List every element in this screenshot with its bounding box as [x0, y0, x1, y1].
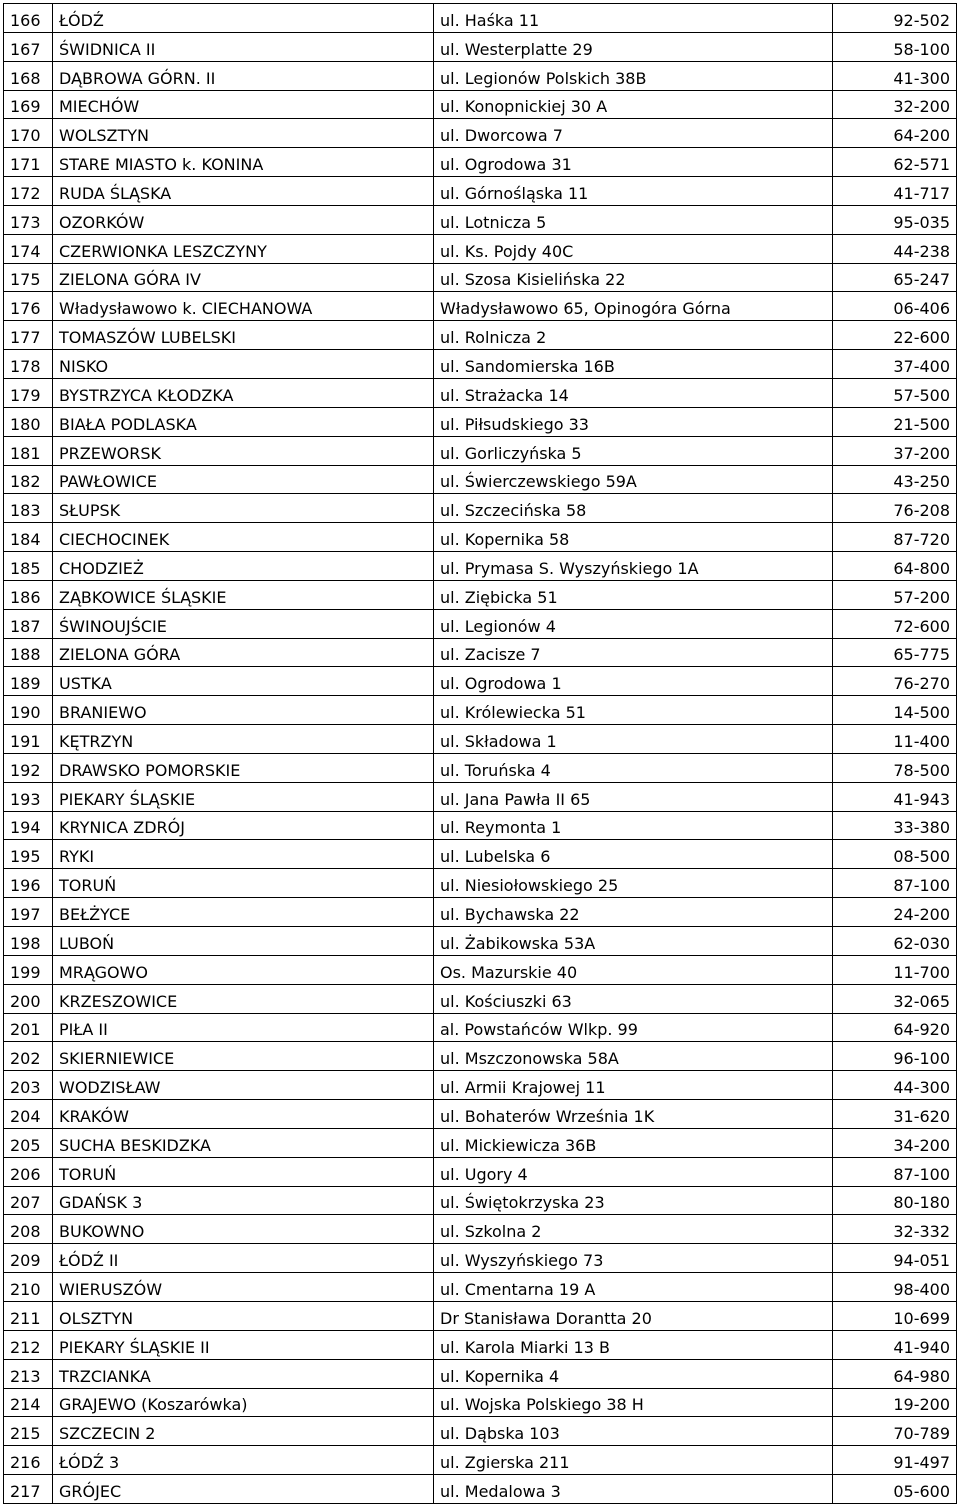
city-cell: CIECHOCINEK [53, 523, 434, 552]
row-number: 197 [4, 898, 53, 927]
city-cell: PAWŁOWICE [53, 465, 434, 494]
postal-code-cell: 72-600 [833, 609, 957, 638]
table-row [4, 753, 957, 782]
row-number: 208 [4, 1215, 53, 1244]
address-cell: ul. Toruńska 4 [434, 753, 833, 782]
table-row [4, 840, 957, 869]
address-cell: ul. Medalowa 3 [434, 1475, 833, 1504]
table-row [4, 494, 957, 523]
row-number: 172 [4, 177, 53, 206]
address-cell: ul. Bychawska 22 [434, 898, 833, 927]
table-row [4, 580, 957, 609]
city-cell: PIEKARY ŚLĄSKIE II [53, 1330, 434, 1359]
address-cell: ul. Konopnickiej 30 A [434, 90, 833, 119]
table-row [4, 119, 957, 148]
city-cell: ŁÓDŹ [53, 4, 434, 33]
address-cell: Dr Stanisława Dorantta 20 [434, 1301, 833, 1330]
city-cell: GDAŃSK 3 [53, 1186, 434, 1215]
row-number: 188 [4, 638, 53, 667]
postal-code-cell: 22-600 [833, 321, 957, 350]
table-row [4, 638, 957, 667]
row-number: 215 [4, 1417, 53, 1446]
city-cell: BUKOWNO [53, 1215, 434, 1244]
address-cell: ul. Ziębicka 51 [434, 580, 833, 609]
city-cell: OZORKÓW [53, 205, 434, 234]
address-cell: Os. Mazurskie 40 [434, 955, 833, 984]
address-cell: ul. Wojska Polskiego 38 H [434, 1388, 833, 1417]
row-number: 189 [4, 667, 53, 696]
row-number: 187 [4, 609, 53, 638]
city-cell: BRANIEWO [53, 696, 434, 725]
address-cell: ul. Kopernika 4 [434, 1359, 833, 1388]
row-number: 198 [4, 927, 53, 956]
row-number: 199 [4, 955, 53, 984]
table-row [4, 955, 957, 984]
city-cell: MRĄGOWO [53, 955, 434, 984]
table-row [4, 1244, 957, 1273]
postal-code-cell: 98-400 [833, 1273, 957, 1302]
table-row [4, 869, 957, 898]
postal-code-cell: 44-300 [833, 1071, 957, 1100]
postal-code-cell: 32-200 [833, 90, 957, 119]
table-row [4, 609, 957, 638]
city-cell: GRÓJEC [53, 1475, 434, 1504]
table-row [4, 1071, 957, 1100]
row-number: 193 [4, 782, 53, 811]
city-cell: ZIELONA GÓRA IV [53, 263, 434, 292]
table-row [4, 1013, 957, 1042]
table-row [4, 1446, 957, 1475]
city-cell: LUBOŃ [53, 927, 434, 956]
postal-code-cell: 58-100 [833, 32, 957, 61]
row-number: 191 [4, 725, 53, 754]
table-row [4, 1330, 957, 1359]
address-cell: ul. Żabikowska 53A [434, 927, 833, 956]
address-cell: ul. Szosa Kisielińska 22 [434, 263, 833, 292]
address-cell: ul. Szczecińska 58 [434, 494, 833, 523]
address-cell: ul. Królewiecka 51 [434, 696, 833, 725]
row-number: 213 [4, 1359, 53, 1388]
city-cell: ŚWIDNICA II [53, 32, 434, 61]
address-cell: ul. Górnośląska 11 [434, 177, 833, 206]
address-cell: Władysławowo 65, Opinogóra Górna [434, 292, 833, 321]
postal-code-cell: 31-620 [833, 1100, 957, 1129]
city-cell: WODZISŁAW [53, 1071, 434, 1100]
city-cell: KĘTRZYN [53, 725, 434, 754]
address-cell: ul. Ugory 4 [434, 1157, 833, 1186]
address-cell: ul. Sandomierska 16B [434, 350, 833, 379]
table-row [4, 927, 957, 956]
postal-code-cell: 76-270 [833, 667, 957, 696]
table-row [4, 436, 957, 465]
postal-code-cell: 87-100 [833, 869, 957, 898]
table-row [4, 1215, 957, 1244]
city-cell: OLSZTYN [53, 1301, 434, 1330]
postal-code-cell: 57-200 [833, 580, 957, 609]
address-cell: ul. Karola Miarki 13 B [434, 1330, 833, 1359]
postal-code-cell: 94-051 [833, 1244, 957, 1273]
city-cell: ZIELONA GÓRA [53, 638, 434, 667]
address-cell: ul. Cmentarna 19 A [434, 1273, 833, 1302]
row-number: 207 [4, 1186, 53, 1215]
row-number: 177 [4, 321, 53, 350]
address-cell: ul. Mickiewicza 36B [434, 1128, 833, 1157]
table-row [4, 407, 957, 436]
address-cell: ul. Prymasa S. Wyszyńskiego 1A [434, 552, 833, 581]
row-number: 217 [4, 1475, 53, 1504]
city-cell: STARE MIASTO k. KONINA [53, 148, 434, 177]
city-cell: BIAŁA PODLASKA [53, 407, 434, 436]
city-cell: CHODZIEŻ [53, 552, 434, 581]
row-number: 185 [4, 552, 53, 581]
address-cell: ul. Piłsudskiego 33 [434, 407, 833, 436]
city-cell: WOLSZTYN [53, 119, 434, 148]
table-row [4, 465, 957, 494]
city-cell: TORUŃ [53, 1157, 434, 1186]
table-row [4, 1042, 957, 1071]
table-row [4, 148, 957, 177]
postal-code-cell: 21-500 [833, 407, 957, 436]
address-cell: ul. Wyszyńskiego 73 [434, 1244, 833, 1273]
row-number: 210 [4, 1273, 53, 1302]
row-number: 169 [4, 90, 53, 119]
address-cell: al. Powstańców Wlkp. 99 [434, 1013, 833, 1042]
address-cell: ul. Reymonta 1 [434, 811, 833, 840]
row-number: 195 [4, 840, 53, 869]
city-cell: RUDA ŚLĄSKA [53, 177, 434, 206]
postal-code-cell: 87-720 [833, 523, 957, 552]
postal-code-cell: 87-100 [833, 1157, 957, 1186]
postal-code-cell: 34-200 [833, 1128, 957, 1157]
row-number: 196 [4, 869, 53, 898]
row-number: 181 [4, 436, 53, 465]
postal-code-cell: 11-400 [833, 725, 957, 754]
table-row [4, 61, 957, 90]
table-row [4, 292, 957, 321]
row-number: 180 [4, 407, 53, 436]
postal-code-cell: 32-065 [833, 984, 957, 1013]
address-cell: ul. Lotnicza 5 [434, 205, 833, 234]
city-cell: SUCHA BESKIDZKA [53, 1128, 434, 1157]
address-cell: ul. Szkolna 2 [434, 1215, 833, 1244]
city-cell: KRAKÓW [53, 1100, 434, 1129]
city-cell: KRZESZOWICE [53, 984, 434, 1013]
address-cell: ul. Gorliczyńska 5 [434, 436, 833, 465]
address-cell: ul. Zgierska 211 [434, 1446, 833, 1475]
city-cell: CZERWIONKA LESZCZYNY [53, 234, 434, 263]
table-row [4, 205, 957, 234]
row-number: 203 [4, 1071, 53, 1100]
postal-code-cell: 62-030 [833, 927, 957, 956]
city-cell: USTKA [53, 667, 434, 696]
address-cell: ul. Jana Pawła II 65 [434, 782, 833, 811]
city-cell: Władysławowo k. CIECHANOWA [53, 292, 434, 321]
city-cell: NISKO [53, 350, 434, 379]
postal-code-cell: 41-943 [833, 782, 957, 811]
address-cell: ul. Rolnicza 2 [434, 321, 833, 350]
table-row [4, 350, 957, 379]
postal-code-cell: 65-247 [833, 263, 957, 292]
table-row [4, 90, 957, 119]
postal-code-cell: 64-200 [833, 119, 957, 148]
table-row [4, 1186, 957, 1215]
postal-code-cell: 37-400 [833, 350, 957, 379]
city-cell: KRYNICA ZDRÓJ [53, 811, 434, 840]
table-row [4, 263, 957, 292]
postal-code-cell: 43-250 [833, 465, 957, 494]
row-number: 183 [4, 494, 53, 523]
postal-code-cell: 64-800 [833, 552, 957, 581]
table-row [4, 177, 957, 206]
city-cell: PIŁA II [53, 1013, 434, 1042]
postal-code-cell: 65-775 [833, 638, 957, 667]
postal-code-cell: 08-500 [833, 840, 957, 869]
address-cell: ul. Haśka 11 [434, 4, 833, 33]
address-cell: ul. Westerplatte 29 [434, 32, 833, 61]
row-number: 202 [4, 1042, 53, 1071]
address-cell: ul. Mszczonowska 58A [434, 1042, 833, 1071]
table-row [4, 1359, 957, 1388]
postal-code-cell: 95-035 [833, 205, 957, 234]
table-row [4, 552, 957, 581]
row-number: 201 [4, 1013, 53, 1042]
postal-code-cell: 06-406 [833, 292, 957, 321]
table-row [4, 32, 957, 61]
postal-code-cell: 10-699 [833, 1301, 957, 1330]
city-cell: SŁUPSK [53, 494, 434, 523]
table-row [4, 811, 957, 840]
city-cell: GRAJEWO (Koszarówka) [53, 1388, 434, 1417]
table-row [4, 1388, 957, 1417]
address-cell: ul. Legionów 4 [434, 609, 833, 638]
address-cell: ul. Dworcowa 7 [434, 119, 833, 148]
city-cell: PRZEWORSK [53, 436, 434, 465]
row-number: 182 [4, 465, 53, 494]
postal-code-cell: 62-571 [833, 148, 957, 177]
row-number: 214 [4, 1388, 53, 1417]
row-number: 190 [4, 696, 53, 725]
row-number: 216 [4, 1446, 53, 1475]
address-cell: ul. Legionów Polskich 38B [434, 61, 833, 90]
address-cell: ul. Kościuszki 63 [434, 984, 833, 1013]
table-row [4, 725, 957, 754]
table-row [4, 667, 957, 696]
address-cell: ul. Niesiołowskiego 25 [434, 869, 833, 898]
row-number: 204 [4, 1100, 53, 1129]
table-row [4, 4, 957, 33]
city-cell: MIECHÓW [53, 90, 434, 119]
city-cell: PIEKARY ŚLĄSKIE [53, 782, 434, 811]
address-cell: ul. Dąbska 103 [434, 1417, 833, 1446]
postal-code-cell: 78-500 [833, 753, 957, 782]
city-cell: ŚWINOUJŚCIE [53, 609, 434, 638]
row-number: 194 [4, 811, 53, 840]
city-cell: ZĄBKOWICE ŚLĄSKIE [53, 580, 434, 609]
table-row [4, 523, 957, 552]
table-row [4, 378, 957, 407]
postal-code-cell: 44-238 [833, 234, 957, 263]
address-cell: ul. Składowa 1 [434, 725, 833, 754]
postal-code-cell: 41-717 [833, 177, 957, 206]
address-cell: ul. Lubelska 6 [434, 840, 833, 869]
address-cell: ul. Ogrodowa 31 [434, 148, 833, 177]
postal-code-cell: 91-497 [833, 1446, 957, 1475]
table-row [4, 321, 957, 350]
row-number: 205 [4, 1128, 53, 1157]
row-number: 171 [4, 148, 53, 177]
row-number: 209 [4, 1244, 53, 1273]
city-cell: DĄBROWA GÓRN. II [53, 61, 434, 90]
postal-code-cell: 96-100 [833, 1042, 957, 1071]
row-number: 173 [4, 205, 53, 234]
table-row [4, 984, 957, 1013]
postal-code-cell: 32-332 [833, 1215, 957, 1244]
postal-code-cell: 11-700 [833, 955, 957, 984]
postal-code-cell: 19-200 [833, 1388, 957, 1417]
address-cell: ul. Zacisze 7 [434, 638, 833, 667]
table-row [4, 234, 957, 263]
row-number: 170 [4, 119, 53, 148]
address-cell: ul. Strażacka 14 [434, 378, 833, 407]
row-number: 166 [4, 4, 53, 33]
address-cell: ul. Kopernika 58 [434, 523, 833, 552]
address-cell: ul. Armii Krajowej 11 [434, 1071, 833, 1100]
row-number: 211 [4, 1301, 53, 1330]
city-cell: ŁÓDŹ 3 [53, 1446, 434, 1475]
table-row [4, 782, 957, 811]
row-number: 200 [4, 984, 53, 1013]
postal-code-cell: 14-500 [833, 696, 957, 725]
row-number: 192 [4, 753, 53, 782]
city-cell: ŁÓDŹ II [53, 1244, 434, 1273]
postal-code-cell: 41-940 [833, 1330, 957, 1359]
city-cell: TOMASZÓW LUBELSKI [53, 321, 434, 350]
row-number: 206 [4, 1157, 53, 1186]
locations-table [3, 3, 957, 1504]
postal-code-cell: 70-789 [833, 1417, 957, 1446]
postal-code-cell: 64-920 [833, 1013, 957, 1042]
postal-code-cell: 76-208 [833, 494, 957, 523]
row-number: 174 [4, 234, 53, 263]
postal-code-cell: 92-502 [833, 4, 957, 33]
table-row [4, 1475, 957, 1504]
postal-code-cell: 57-500 [833, 378, 957, 407]
row-number: 178 [4, 350, 53, 379]
row-number: 186 [4, 580, 53, 609]
postal-code-cell: 24-200 [833, 898, 957, 927]
row-number: 179 [4, 378, 53, 407]
address-cell: ul. Świętokrzyska 23 [434, 1186, 833, 1215]
table-row [4, 1273, 957, 1302]
postal-code-cell: 33-380 [833, 811, 957, 840]
postal-code-cell: 37-200 [833, 436, 957, 465]
postal-code-cell: 64-980 [833, 1359, 957, 1388]
city-cell: BYSTRZYCA KŁODZKA [53, 378, 434, 407]
address-cell: ul. Ks. Pojdy 40C [434, 234, 833, 263]
locations-table-body [4, 4, 957, 1504]
postal-code-cell: 80-180 [833, 1186, 957, 1215]
city-cell: TORUŃ [53, 869, 434, 898]
address-cell: ul. Ogrodowa 1 [434, 667, 833, 696]
postal-code-cell: 05-600 [833, 1475, 957, 1504]
table-row [4, 898, 957, 927]
city-cell: BEŁŻYCE [53, 898, 434, 927]
city-cell: SKIERNIEWICE [53, 1042, 434, 1071]
row-number: 175 [4, 263, 53, 292]
table-row [4, 1100, 957, 1129]
city-cell: SZCZECIN 2 [53, 1417, 434, 1446]
address-cell: ul. Świerczewskiego 59A [434, 465, 833, 494]
city-cell: WIERUSZÓW [53, 1273, 434, 1302]
row-number: 176 [4, 292, 53, 321]
table-row [4, 696, 957, 725]
table-row [4, 1417, 957, 1446]
address-cell: ul. Bohaterów Września 1K [434, 1100, 833, 1129]
row-number: 212 [4, 1330, 53, 1359]
postal-code-cell: 41-300 [833, 61, 957, 90]
city-cell: TRZCIANKA [53, 1359, 434, 1388]
row-number: 184 [4, 523, 53, 552]
city-cell: RYKI [53, 840, 434, 869]
row-number: 167 [4, 32, 53, 61]
city-cell: DRAWSKO POMORSKIE [53, 753, 434, 782]
table-row [4, 1128, 957, 1157]
table-row [4, 1157, 957, 1186]
row-number: 168 [4, 61, 53, 90]
table-row [4, 1301, 957, 1330]
